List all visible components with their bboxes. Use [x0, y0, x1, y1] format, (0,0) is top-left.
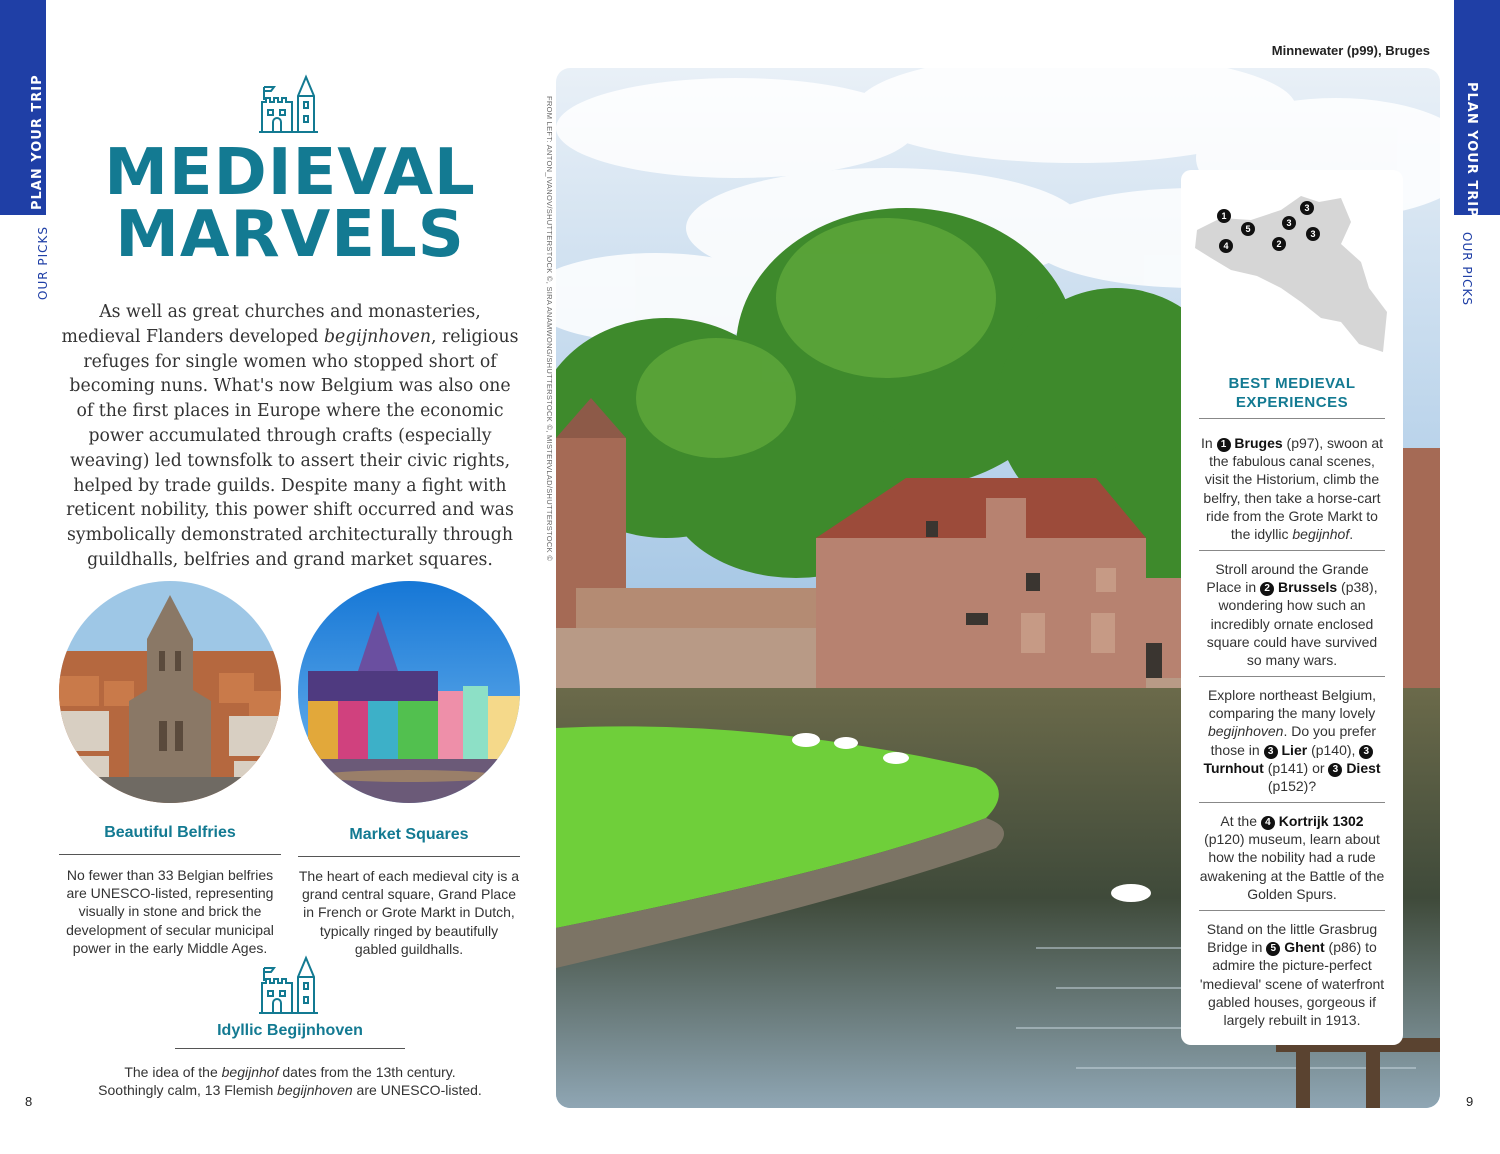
pick-divider [298, 856, 520, 857]
pick-title-belfries: Beautiful Belfries [104, 824, 236, 841]
belgium-map [1191, 192, 1391, 352]
pick-text-market-squares: The heart of each medieval city is a grand central square, Grand Place in French or Grote Markt in Dutch, typically ringed by beautifully gabled guildhalls. [298, 868, 520, 957]
panel-heading: BEST MEDIEVAL EXPERIENCES [1228, 375, 1356, 411]
page-title-line2: MARVELS [115, 198, 465, 272]
pick-text-belfries: No fewer than 33 Belgian belfries are UNESCO-listed, representing visually in stone and brick the development of secular municipal power in the early Middle Ages. [66, 867, 274, 956]
map-marker: 1 [1221, 211, 1227, 221]
map-marker: 3 [1310, 229, 1316, 239]
page-number-left: 8 [25, 1094, 33, 1109]
panel-divider [1199, 550, 1385, 551]
belfries-photo [59, 581, 281, 803]
best-experiences-panel [1181, 170, 1403, 1045]
photo-credit: FROM LEFT: ANTON_IVANOV/SHUTTERSTOCK ©, SIRA ANAMWONG/SHUTTERSTOCK ©, MISTERVLAD/SHUTTERSTOCK © [545, 96, 554, 562]
right-tab-sublabel: OUR PICKS [1460, 232, 1474, 307]
pick-text-begijnhoven: The idea of the begijnhof dates from the 13th century. Soothingly calm, 13 Flemish begijnhoven are UNESCO-listed. [98, 1064, 482, 1099]
pick-divider [175, 1048, 405, 1049]
photo-caption: Minnewater (p99), Bruges [1271, 43, 1430, 58]
page-number-right: 9 [1466, 1094, 1474, 1109]
map-marker: 4 [1223, 241, 1229, 251]
experience-item-northeast: Explore northeast Belgium, comparing the many lovely begijnhoven. Do you prefer those in 3 Lier (p140), 3 Turnhout (p141) or 3 Diest (p152)? [1203, 687, 1381, 795]
right-tab-label: PLAN YOUR TRIP [1464, 82, 1479, 218]
pick-divider [59, 854, 281, 855]
page-title-line1: MEDIEVAL [104, 136, 476, 210]
experience-item-ghent: Stand on the little Grasbrug Bridge in 5 Ghent (p86) to admire the picture-perfect 'medieval' scene of waterfront gabled houses, gorgeous if largely rebuilt in 1913. [1199, 921, 1385, 1029]
panel-divider [1199, 418, 1385, 419]
pick-title-market-squares: Market Squares [349, 826, 469, 843]
left-tab-label: PLAN YOUR TRIP [30, 74, 45, 210]
experience-item-bruges: In 1 Bruges (p97), swoon at the fabulous canal scenes, visit the Historium, climb the belfry, then take a horse-cart ride from the Grote Markt to the idyllic begijnhof. [1200, 435, 1384, 543]
map-marker: 3 [1286, 218, 1292, 228]
left-tab-sublabel: OUR PICKS [36, 225, 50, 300]
experience-item-brussels: Stroll around the Grande Place in 2 Brussels (p38), wondering how such an incredibly ornate enclosed square could have survived so many wars. [1206, 561, 1378, 669]
castle-icon [258, 74, 320, 134]
map-marker: 2 [1276, 239, 1282, 249]
map-marker: 5 [1245, 224, 1251, 234]
experience-item-kortrijk: At the 4 Kortrijk 1302 (p120) museum, learn about how the nobility had a rude awakening at the Battle of the Golden Spurs. [1199, 813, 1385, 902]
panel-divider [1199, 910, 1385, 911]
map-marker: 3 [1304, 203, 1310, 213]
pick-title-begijnhoven: Idyllic Begijnhoven [217, 1022, 363, 1039]
castle-icon [258, 955, 320, 1015]
market-square-photo [298, 581, 520, 803]
panel-divider [1199, 802, 1385, 803]
intro-paragraph: As well as great churches and monasteries, medieval Flanders developed begijnhoven, religious refuges for single women who stopped short of becoming nuns. What's now Belgium was also one of the first places in Europe where the economic power accumulated through crafts (especially weaving) led townsfolk to assert their civic rights, helped by trade guilds. Despite many a fight with reticent nobility, this power shift occurred and was symbolically demonstrated architecturally through guildhalls, belfries and grand market squares. [61, 302, 519, 570]
panel-divider [1199, 676, 1385, 677]
